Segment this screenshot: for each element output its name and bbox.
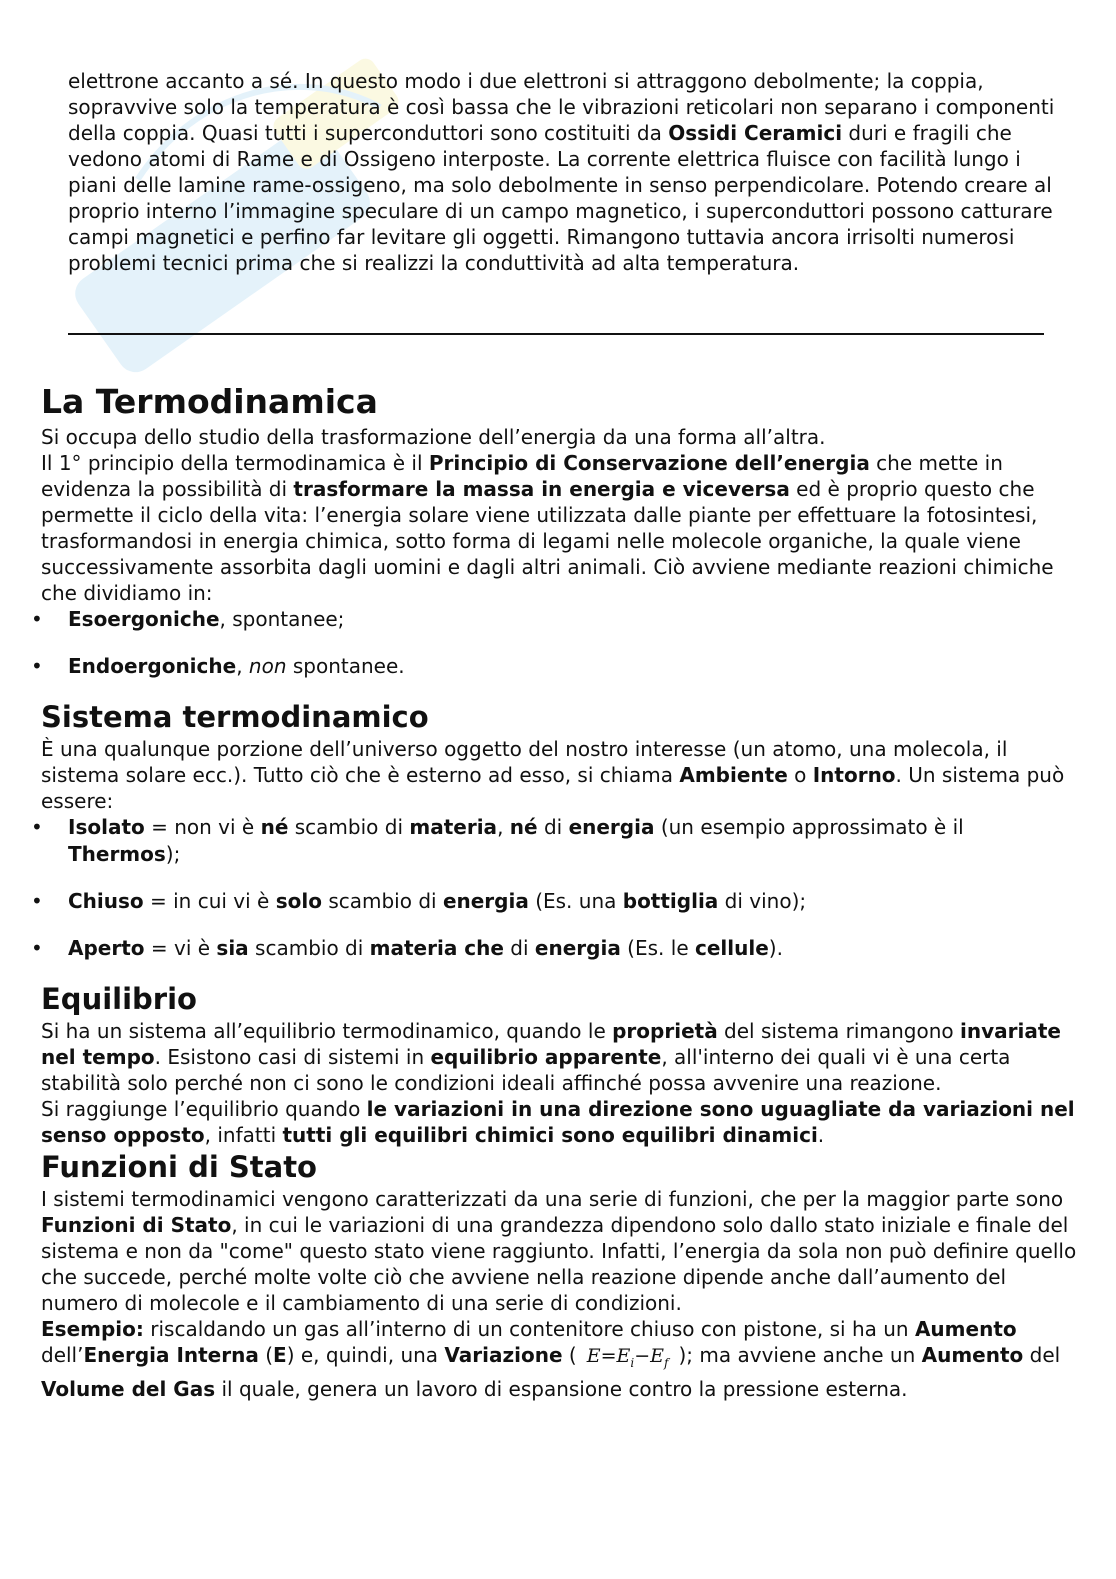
sistema-paragraph: È una qualunque porzione dell’universo oggetto del nostro interesse (un atomo, una molecola, il sistema solare ecc.). Tutto ciò che è esterno ad esso, si chiama Ambiente o Intorno. Un sistema può essere: bbox=[41, 737, 1065, 813]
equilibrio-paragraph-2: Si raggiunge l’equilibrio quando le variazioni in una direzione sono uguagliate da variazioni nel senso opposto, infatti tutti gli equilibri chimici sono equilibri dinamici. bbox=[41, 1097, 1075, 1147]
heading-sistema: Sistema termodinamico bbox=[41, 700, 429, 734]
heading-equilibrio: Equilibrio bbox=[41, 982, 197, 1016]
funzioni-paragraph-2: Esempio: riscaldando un gas all’interno di un contenitore chiuso con pistone, si ha un Aumento dell’Energia Interna (E) e, quindi, una Variazione ( $E=E_i-E_f$ ); ma avviene anche un Aumento del Volume del Gas il quale, genera un lavoro di espansione contro la pressione esterna. bbox=[41, 1317, 1061, 1401]
system-types-list bbox=[41, 814, 1081, 962]
list-item-endoergoniche: • Endoergoniche, non spontanee. bbox=[41, 653, 1081, 680]
list-item-chiuso: • Chiuso = in cui vi è solo scambio di energia (Es. una bottiglia di vino); bbox=[41, 888, 1081, 915]
termo-paragraph-2: Il 1° principio della termodinamica è il Principio di Conservazione dell’energia che mette in evidenza la possibilità di trasformare la massa in energia e viceversa ed è proprio questo che permette il ciclo della vita: l’energia solare viene utilizzata dalle piante per effettuare la fotosintesi, trasformandosi in energia chimica, sotto forma di legami nelle molecole organiche, la quale viene successivamente assorbita dagli uomini e dagli altri animali. Ciò avviene mediante reazioni chimiche che dividiamo in: bbox=[41, 451, 1054, 605]
list-item-isolato: • Isolato = non vi è né scambio di materia, né di energia (un esempio approssimato è il Thermos); bbox=[41, 814, 1081, 868]
energy-formula: $E=E_i-E_f$ bbox=[586, 1345, 669, 1370]
heading-termodinamica: La Termodinamica bbox=[41, 382, 378, 421]
funzioni-paragraph-1: I sistemi termodinamici vengono caratterizzati da una serie di funzioni, che per la maggior parte sono Funzioni di Stato, in cui le variazioni di una grandezza dipendono solo dallo stato iniziale e finale del sistema e non da "come" questo stato viene raggiunto. Infatti, l’energia da sola non può definire quello che succede, perché molte volte ciò che avviene nella reazione dipende anche dall’aumento del numero di molecole e il cambiamento di una serie di condizioni. bbox=[41, 1187, 1077, 1315]
termo-paragraph-1: Si occupa dello studio della trasformazione dell’energia da una forma all’altra. bbox=[41, 425, 826, 449]
reactions-list bbox=[41, 606, 1081, 680]
list-item-esoergoniche: • Esoergoniche, spontanee; bbox=[41, 606, 1081, 633]
intro-paragraph: elettrone accanto a sé. In questo modo i due elettroni si attraggono debolmente; la coppia, sopravvive solo la temperatura è così bassa che le vibrazioni reticolari non separano i componenti della coppia. Quasi tutti i superconduttori sono costituiti da Ossidi Ceramici duri e fragili che vedono atomi di Rame e di Ossigeno interposte. La corrente elettrica fluisce con facilità lungo i piani delle lamine rame-ossigeno, ma solo debolmente in senso perpendicolare. Potendo creare al proprio interno l’immagine speculare di un campo magnetico, i superconduttori possono catturare campi magnetici e perfino far levitare gli oggetti. Rimangono tuttavia ancora irrisolti numerosi problemi tecnici prima che si realizzi la conduttività ad alta temperatura. bbox=[68, 69, 1055, 275]
list-item-aperto: • Aperto = vi è sia scambio di materia che di energia (Es. le cellule). bbox=[41, 935, 1081, 962]
equilibrio-paragraph-1: Si ha un sistema all’equilibrio termodinamico, quando le proprietà del sistema rimangono invariate nel tempo. Esistono casi di sistemi in equilibrio apparente, all'interno dei quali vi è una certa stabilità solo perché non ci sono le condizioni ideali affinché possa avvenire una reazione. bbox=[41, 1019, 1061, 1095]
section-divider bbox=[68, 333, 1044, 335]
heading-funzioni: Funzioni di Stato bbox=[41, 1150, 317, 1184]
